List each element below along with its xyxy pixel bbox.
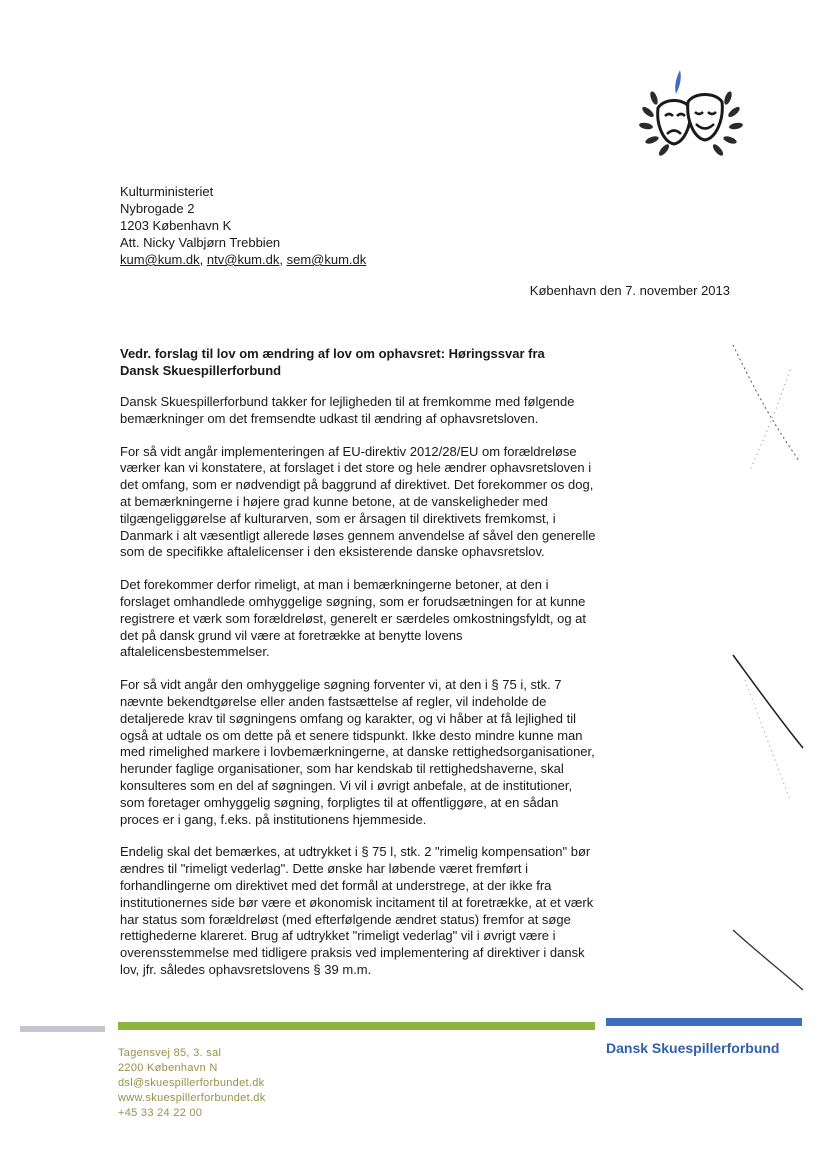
- subject-line-2: Dansk Skuespillerforbund: [120, 363, 282, 378]
- footer-phone: +45 33 24 22 00: [118, 1107, 203, 1119]
- footer-city: 2200 København N: [118, 1062, 218, 1074]
- recipient-attention: Att. Nicky Valbjørn Trebbien: [120, 235, 281, 250]
- footer-contact: [118, 1046, 266, 1121]
- subject-heading: [120, 345, 590, 379]
- paragraph-directive: For så vidt angår implementeringen af EU-direktiv 2012/28/EU om forældreløse værker kan vi konstatere, at forslaget i det store og hele ændrer ophavsretsloven i det omfang, som er nødvendigt på baggrund af direktivet. Det forekommer os dog, at bemærkningerne i højere grad kunne betone, at de vanskeligheder med tilgængeliggørelse af kulturarven, som er årsagen til direktivets fremkomst, i Danmark i alt væsentligt allerede løses gennem anvendelse af såvel den generelle som de specifikke aftalelicenser i den eksisterende danske ophavsretslov.: [120, 443, 596, 560]
- footer-address: Tagensvej 85, 3. sal: [118, 1047, 222, 1059]
- subject-line-1: Vedr. forslag til lov om ændring af lov om ophavsret: Høringssvar fra: [120, 346, 545, 361]
- paragraph-search: For så vidt angår den omhyggelige søgning forventer vi, at den i § 75 i, stk. 7 nævnte bekendtgørelse eller anden fastsættelse af regler, vil indeholde de detaljerede krav til søgningens omfang og karakter, og vi håber at få lejlighed til også at udtale os om dette på et senere tidspunkt. Ikke desto mindre kunne man med rimelighed markere i lovbemærkningerne, at danske rettighedsorganisationer, herunder faglige organisationer, som har kendskab til rettighedshaverne, skal konsulteres som en del af søgningen. Vi vil i øvrigt anbefale, at de institutioner, som foretager omhyggelig søgning, forpligtes til at offentliggøre, at en sådan proces er i gang, f.eks. på institutionens hjemmeside.: [120, 677, 595, 827]
- recipient-city: 1203 København K: [120, 218, 232, 233]
- footer-bar-blue: [606, 1018, 802, 1026]
- recipient-name: Kulturministeriet: [120, 184, 214, 199]
- email-link-ntv[interactable]: ntv@kum.dk: [206, 252, 280, 267]
- letter-body: [120, 394, 598, 995]
- recipient-emails: kum@kum.dk, ntv@kum.dk, sem@kum.dk: [120, 252, 367, 267]
- footer-bar-green: [118, 1022, 595, 1030]
- recipient-street: Nybrogade 2: [120, 201, 195, 216]
- paragraph-compensation: Endelig skal det bemærkes, at udtrykket i § 75 l, stk. 2 "rimelig kompensation" bør ændres til "rimeligt vederlag". Dette ønske har løbende været fremført i forhandlingerne om direktivet med det formål at understrege, at der ikke fra institutionernes side bør være et økonomisk incitament til at foretrække, at et værk har status som forældreløst (med efterfølgende ændret status) fremfor at søge rettighederne klareret. Brug af udtrykket "rimeligt vederlag" vil i øvrigt være i overensstemmelse med tidligere praksis ved implementering af direktiver i dansk lov, jfr. således ophavsretslovens § 39 m.m.: [120, 844, 594, 977]
- footer-org-name: Dansk Skuespillerforbund: [606, 1040, 780, 1056]
- footer-website[interactable]: www.skuespillerforbundet.dk: [118, 1092, 266, 1104]
- footer-bar-gray: [20, 1026, 105, 1032]
- paragraph-licensing: Det forekommer derfor rimeligt, at man i bemærkningerne betoner, at den i forslaget omhandlede omhyggelige søgning, som er forudsætningen for at kunne registrere et værk som forældreløst, generelt er særdeles omkostningsfyldt, og at det på dansk grund vil være at foretrække at benytte lovens aftalelicensbestemmelser.: [120, 577, 587, 660]
- theatre-masks-logo-icon: [636, 68, 746, 164]
- email-link-sem[interactable]: sem@kum.dk: [286, 252, 367, 267]
- footer-email[interactable]: dsl@skuespillerforbundet.dk: [118, 1077, 265, 1089]
- recipient-address: [120, 183, 366, 268]
- letter-date: København den 7. november 2013: [529, 283, 730, 298]
- paragraph-intro: Dansk Skuespillerforbund takker for lejligheden til at fremkomme med følgende bemærkninger om det fremsendte udkast til ændring af ophavsretsloven.: [120, 394, 575, 426]
- email-link-kum[interactable]: kum@kum.dk: [120, 252, 200, 267]
